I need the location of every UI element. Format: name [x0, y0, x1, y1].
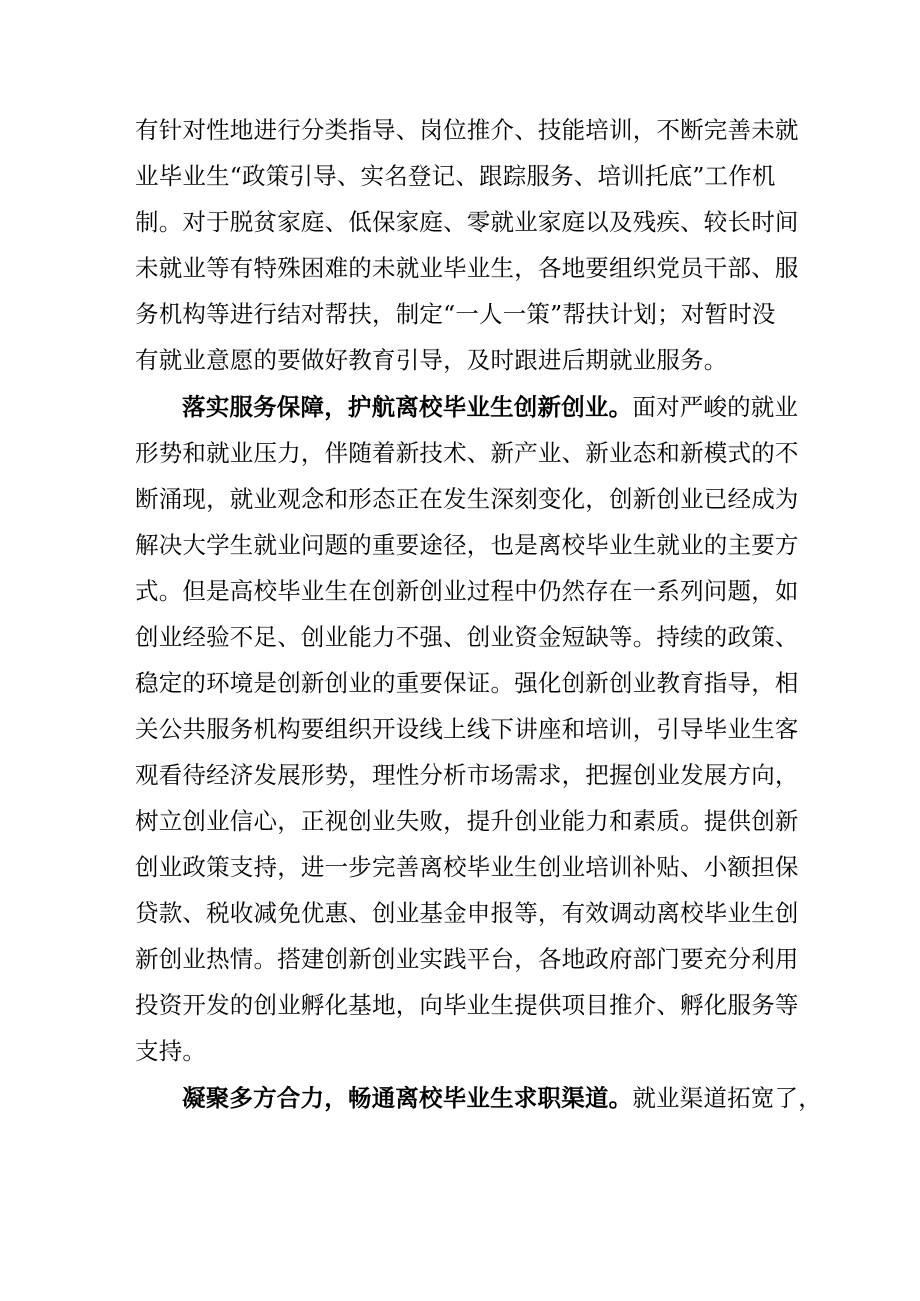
text-line: 稳定的环境是创新创业的重要保证。强化创新创业教育指导，相: [135, 669, 799, 697]
text-line: 业毕业生“政策引导、实名登记、跟踪服务、培训托底”工作机: [135, 162, 776, 190]
text-line: 解决大学生就业问题的重要途径，也是离校毕业生就业的主要方: [135, 531, 799, 559]
paragraph-heading: 凝聚多方合力，畅通离校毕业生求职渠道。: [182, 1084, 633, 1112]
text-line: 创业政策支持，进一步完善离校毕业生创业培训补贴、小额担保: [135, 853, 799, 881]
paragraph-text: 就业渠道拓宽了，: [632, 1084, 822, 1112]
paragraph-first-line: [182, 1083, 822, 1113]
paragraph-heading: 落实服务保障，护航离校毕业生创新创业。: [182, 393, 633, 421]
text-line: 支持。: [135, 1037, 207, 1065]
text-line: 形势和就业压力，伴随着新技术、新产业、新业态和新模式的不: [135, 439, 799, 467]
text-line: 制。对于脱贫家庭、低保家庭、零就业家庭以及残疾、较长时间: [135, 208, 799, 236]
text-line: 式。但是高校毕业生在创新创业过程中仍然存在一系列问题，如: [135, 577, 799, 605]
text-line: 投资开发的创业孵化基地，向毕业生提供项目推介、孵化服务等: [135, 991, 799, 1019]
text-line: 新创业热情。搭建创新创业实践平台，各地政府部门要充分利用: [135, 945, 799, 973]
text-line: 观看待经济发展形势，理性分析市场需求，把握创业发展方向，: [135, 761, 799, 789]
text-line: 关公共服务机构要组织开设线上线下讲座和培训，引导毕业生客: [135, 715, 799, 743]
text-line: 创业经验不足、创业能力不强、创业资金短缺等。持续的政策、: [135, 623, 799, 651]
text-line: 务机构等进行结对帮扶，制定“一人一策”帮扶计划；对暂时没: [135, 300, 776, 328]
paragraph-first-line: [182, 392, 798, 422]
text-line: 有就业意愿的要做好教育引导，及时跟进后期就业服务。: [135, 346, 728, 374]
text-line: 贷款、税收减免优惠、创业基金申报等，有效调动离校毕业生创: [135, 899, 799, 927]
paragraph-text: 面对严峻的就业: [632, 393, 799, 421]
text-line: 未就业等有特殊困难的未就业毕业生，各地要组织党员干部、服: [135, 254, 799, 282]
text-line: 有针对性地进行分类指导、岗位推介、技能培训，不断完善未就: [135, 116, 799, 144]
text-line: 树立创业信心，正视创业失败，提升创业能力和素质。提供创新: [135, 807, 799, 835]
text-line: 断涌现，就业观念和形态正在发生深刻变化，创新创业已经成为: [135, 485, 799, 513]
